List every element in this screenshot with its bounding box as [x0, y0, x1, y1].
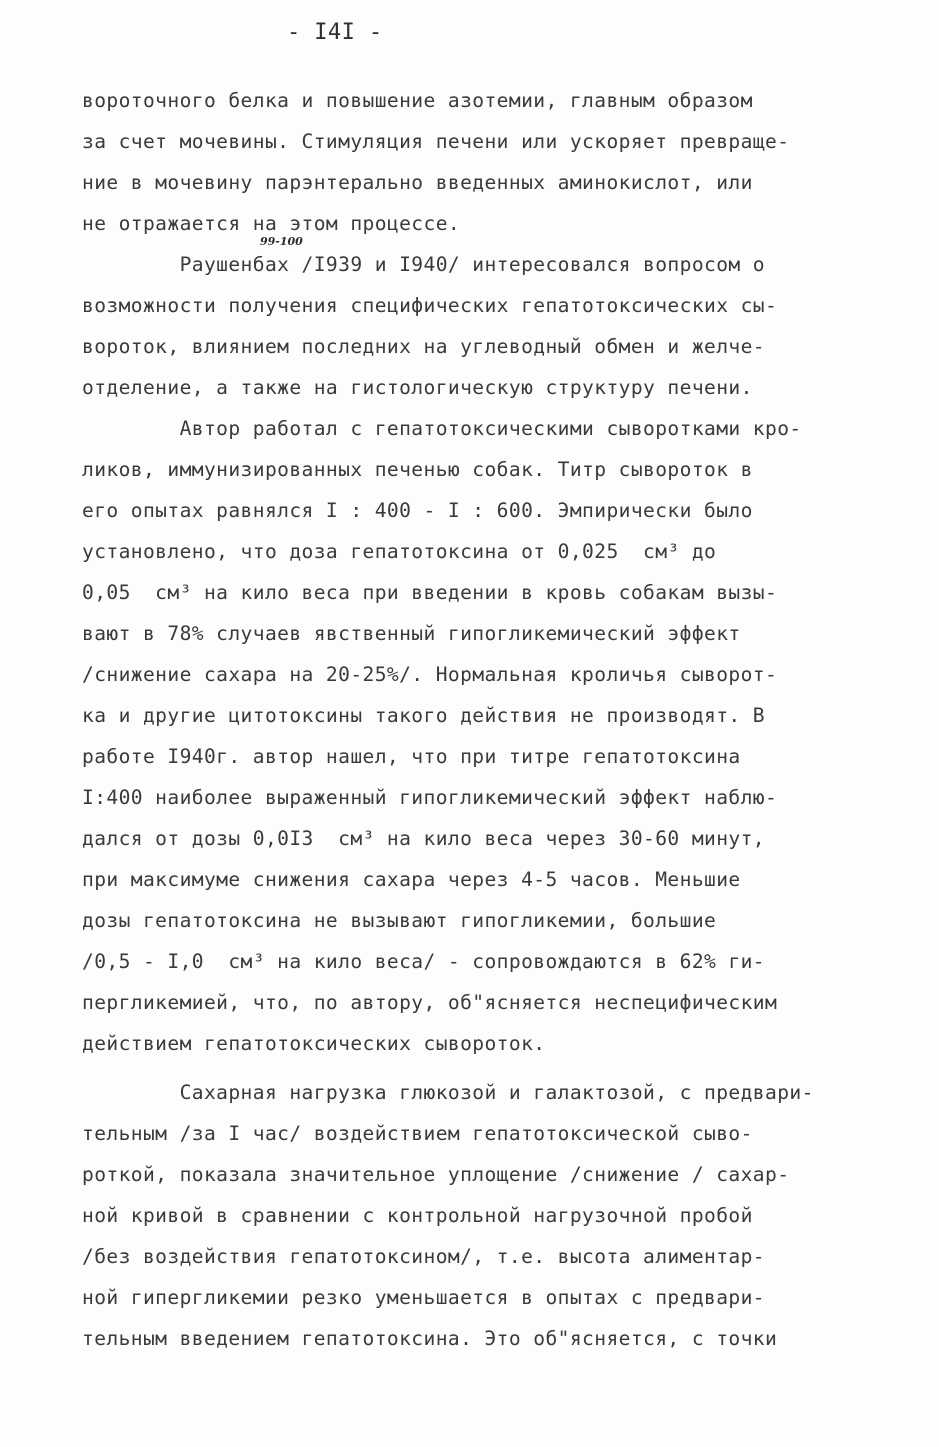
- text-line: I:400 наиболее выраженный гипогликемический эффект наблю-: [82, 786, 778, 809]
- page-number: - I4I -: [287, 20, 383, 45]
- text-line: пергликемией, что, по автору, об"ясняется неспецифическим: [82, 991, 778, 1014]
- text-line: его опытах равнялся I : 400 - I : 600. Эмпирически было: [82, 499, 753, 522]
- text-line: возможности получения специфических гепатотоксических сы-: [82, 294, 778, 317]
- text-line: не отражается на этом процессе.: [82, 212, 461, 235]
- text-line: отделение, а также на гистологическую структуру печени.: [82, 376, 753, 399]
- text-line: /без воздействия гепатотоксином/, т.е. высота алиментар-: [82, 1245, 765, 1268]
- text-line: действием гепатотоксических сывороток.: [82, 1032, 546, 1055]
- text-line: тельным /за I час/ воздействием гепатотоксической сыво-: [82, 1122, 753, 1145]
- text-line: вороточного белка и повышение азотемии, главным образом: [82, 89, 753, 112]
- text-line: ние в мочевину парэнтерально введенных аминокислот, или: [82, 171, 753, 194]
- text-line: работе I940г. автор нашел, что при титре гепатотоксина: [82, 745, 741, 768]
- text-line: дался от дозы 0,0I3 см³ на кило веса через 30-60 минут,: [82, 827, 765, 850]
- footnote-reference: 99-100: [260, 235, 303, 248]
- text-line: /снижение сахара на 20-25%/. Нормальная кроличья сыворот-: [82, 663, 778, 686]
- text-line: Сахарная нагрузка глюкозой и галактозой, с предвари-: [82, 1081, 814, 1104]
- text-line: при максимуме снижения сахара через 4-5 часов. Меньшие: [82, 868, 741, 891]
- text-line: 0,05 см³ на кило веса при введении в кровь собакам вызы-: [82, 581, 778, 604]
- text-line: роткой, показала значительное уплощение /снижение / сахар-: [82, 1163, 790, 1186]
- text-line: дозы гепатотоксина не вызывают гипогликемии, большие: [82, 909, 717, 932]
- text-line: ной кривой в сравнении с контрольной нагрузочной пробой: [82, 1204, 753, 1227]
- text-line: установлено, что доза гепатотоксина от 0,025 см³ до: [82, 540, 717, 563]
- text-line: ной гипергликемии резко уменьшается в опытах с предвари-: [82, 1286, 765, 1309]
- text-line: ликов, иммунизированных печенью собак. Титр сывороток в: [82, 458, 753, 481]
- text-line: вороток, влиянием последних на углеводный обмен и желче-: [82, 335, 765, 358]
- text-line: /0,5 - I,0 см³ на кило веса/ - сопровождаются в 62% ги-: [82, 950, 765, 973]
- text-line: Автор работал с гепатотоксическими сыворотками кро-: [82, 417, 802, 440]
- text-line: за счет мочевины. Стимуляция печени или ускоряет превраще-: [82, 130, 790, 153]
- text-line: вают в 78% случаев явственный гипогликемический эффект: [82, 622, 741, 645]
- text-line: ка и другие цитотоксины такого действия не производят. В: [82, 704, 765, 727]
- text-line: Раушенбах /I939 и I940/ интересовался вопросом о: [82, 253, 765, 276]
- text-line: тельным введением гепатотоксина. Это об"ясняется, с точки: [82, 1327, 778, 1350]
